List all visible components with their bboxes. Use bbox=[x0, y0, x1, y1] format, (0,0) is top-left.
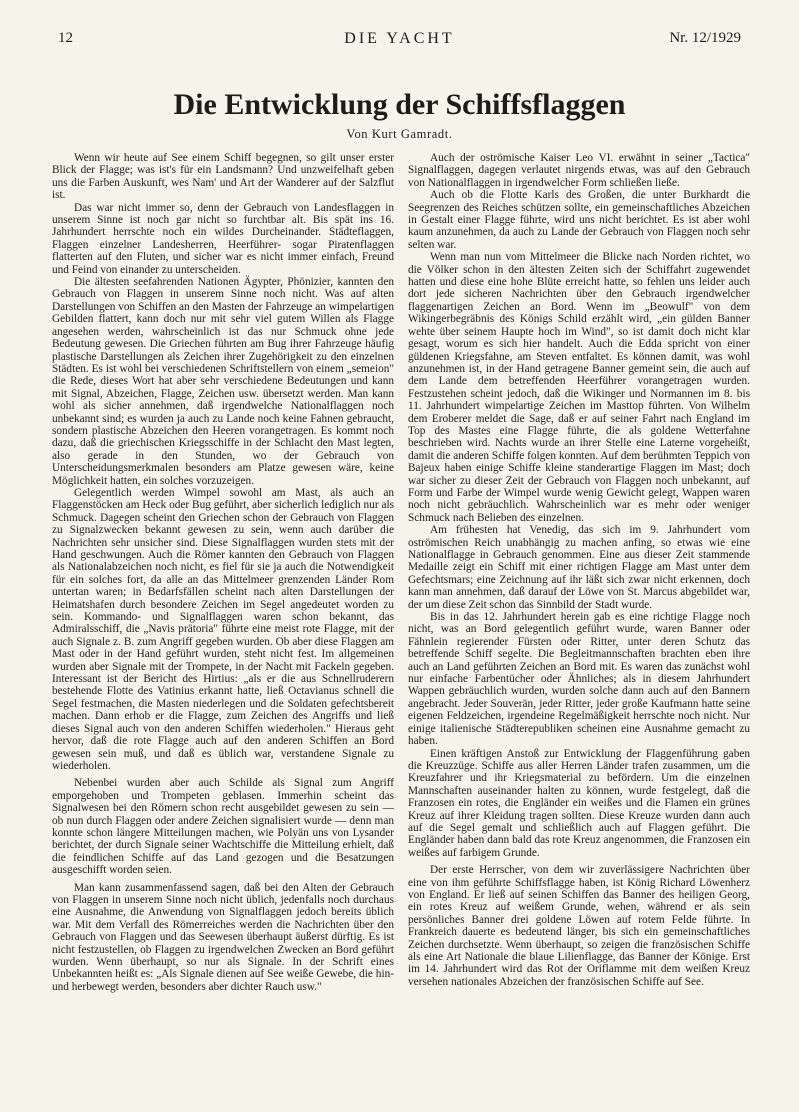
article-title: Die Entwicklung der Schiffsflaggen bbox=[173, 88, 626, 121]
paragraph: Wenn man nun vom Mittelmeer die Blicke nach Norden richtet, wo die Völker schon in den ältesten Zeiten sich der Schiffahrt zugewendet hatten und diese eine hohe Blüte erreicht hatte, so fehlen uns leider auch dort jede sicheren Nachrichten über den Gebrauch irgendwelcher flaggenartigen Zeichen an Bord. Wenn im „Beowulf" von dem Wikingerbegräbnis des Königs Schild erzählt wird, „ein gülden Banner wehte über seinem Haupte hoch im Wind", so ist damit doch nicht klar gesagt, worum es sich hier handelt. Auch die Edda spricht von einer güldenen Kriegsfahne, am Steven entfaltet. Es können damit, was wohl anzunehmen ist, in der Hand getragene Banner gemeint sein, die auch auf dem Lande dem betreffenden Heerführer vorangetragen wurden. Festzustehen scheint jedoch, daß die Wikinger und Normannen im 8. bis 11. Jahrhundert wimpelartige Zeichen im Masttop führten. Von Wilhelm dem Eroberer meldet die Sage, daß er auf seiner Fahrt nach England im Top des Mastes eine Flagge führte, die als goldene Wetterfahne beschrieben wird. Nachts wurde an ihrer Stelle eine Laterne vorgeheißt, damit die anderen Schiffe folgen konnten. Auf dem berühmten Teppich von Bajeux haben einige Schiffe kleine standerartige Flaggen im Mast; doch war sicher zu dieser Zeit der Gebrauch von Flaggen noch unbekannt, auf Form und Farbe der Wimpel wurde wenig Gewicht gelegt, Wappen waren noch nicht gebräuchlich. Wahrscheinlich war es mehr oder weniger Schmuck nach Belieben des einzelnen. bbox=[408, 251, 750, 524]
paragraph: Gelegentlich werden Wimpel sowohl am Mast, als auch an Flaggenstöcken am Heck oder Bug geführt, aber sicherlich lediglich nur als Schmuck. Dagegen scheint den Griechen schon der Gebrauch von Flaggen zu Signalzwecken bekannt gewesen zu sein, wenn auch darüber die Nachrichten sehr unsicher sind. Diese Signalflaggen wurden stets mit der Hand geschwungen. Auch die Römer kannten den Gebrauch von Flaggen als Nationalabzeichen noch nicht, es fiel für sie ja auch die Notwendigkeit für ein solches fort, da alle an das Mittelmeer grenzenden Länder Rom untertan waren; in Bedarfsfällen scheint nach alten Darstellungen der Heimatshafen durch besondere Zeichen im Segel angedeutet worden zu sein. Kommando- und Signalflaggen waren schon bekannt, das Admiralsschiff, die „Navis prätoria" führte eine meist rote Flagge, mit der auch Signale z. B. zum Angriff gegeben wurden. Ob aber diese Flaggen am Mast oder in der Hand geführt wurden, steht nicht fest. Im allgemeinen wurden aber Signale mit der Trompete, in der Nacht mit Fackeln gegeben. Interessant ist der Bericht des Hirtius: „als er die aus Schnellruderern bestehende Flotte des Vatinius erkannt hatte, ließ Octavianus schnell die Segel festmachen, die Masten niederlegen und die Soldaten gefechtsbereit machen. Dann erhob er die Flagge, zum Zeichen des Angriffs und ließ dieses Signal auch von den anderen Schiffen wiederholen." Hieraus geht hervor, daß die rote Flagge auch auf den anderen Schiffen an Bord gewesen sein muß, und daß es üblich war, verstandene Signale zu wiederholen. bbox=[52, 486, 394, 772]
paragraph: Das war nicht immer so, denn der Gebrauch von Landesflaggen in unserem Sinne ist noch gar nicht so furchtbar alt. Bis spät ins 16. Jahrhundert herrschte noch ein wildes Durcheinander. Städteflaggen, Flaggen einzelner Landesherren, Heerführer- sogar Piratenflaggen flatterten auf den Fluten, und sicher war es nicht immer einfach, Freund und Feind von einander zu unterscheiden. bbox=[52, 201, 394, 276]
paragraph: Bis in das 12. Jahrhundert herein gab es eine richtige Flagge noch nicht, was an Bord gelegentlich geführt wurde, waren Banner oder Fähnlein regierender Fürsten oder Ritter, unter deren Schutz das betreffende Schiff segelte. Die Begleitmannschaften brachten eben ihre auch an Land geführten Zeichen an Bord mit. Es waren das zunächst wohl nur einfache Farbentücher oder Ähnliches; als in diesem Jahrhundert Wappen gebräuchlich wurden, wurden solche dann auch auf den Bannern angebracht. Jeder Souverän, jeder Ritter, jeder große Kaufmann hatte seine eigenen Feldzeichen, irgendeine Regelmäßigkeit herrschte noch nicht. Nur einige italienische Städterepubliken scheinen eine Ausnahme gemacht zu haben. bbox=[408, 611, 750, 748]
paragraph: Auch der oströmische Kaiser Leo VI. erwähnt in seiner „Tactica" Signalflaggen, dagegen verlautet nirgends etwas, was auf den Gebrauch von Nationalflaggen in irgendwelcher Form schließen ließe. bbox=[408, 152, 750, 189]
paragraph: Man kann zusammenfassend sagen, daß bei den Alten der Gebrauch von Flaggen in unserem Sinne noch nicht üblich, jedenfalls noch durchaus eine Ausnahme, die Anwendung von Signalflaggen jedoch bereits üblich war. Mit dem Verfall des Römerreiches werden die Nachrichten über den Gebrauch von Flaggen und das Seewesen überhaupt äußerst dürftig. Es ist nicht festzustellen, ob Flaggen zu irgendwelchen Zwecken an Bord geführt wurden. Wenn überhaupt, so nur als Signale. In der Schrift eines Unbekannten heißt es: „Als Signale dienen auf See weiße Gewebe, die hin- und herbewegt werden, besonders aber dichter Rauch usw." bbox=[52, 881, 394, 993]
running-header bbox=[58, 30, 741, 52]
paragraph: Nebenbei wurden aber auch Schilde als Signal zum Angriff emporgehoben und Trompeten geblasen. Immerhin scheint das Signalwesen bei den Römern schon recht ausgebildet gewesen zu sein — ob nun durch Flaggen oder andere Zeichen signalisiert wurde — denn man konnte schon längere Mitteilungen machen, wie Polyän uns von Lysander berichtet, der durch Signale seiner Wachtschiffe die Mitteilung erhielt, daß die feindlichen Schiffe auf das Land gezogen und die Besatzungen ausgeschifft worden seien. bbox=[52, 777, 394, 877]
right-column bbox=[408, 152, 750, 1072]
paragraph: Einen kräftigen Anstoß zur Entwicklung der Flaggenführung gaben die Kreuzzüge. Schiffe aus aller Herren Länder trafen zusammen, um die Kreuzfahrer und ihr Kriegsmaterial zu befördern. Um die einzelnen Mannschaften auseinander halten zu können, wurde festgelegt, daß die Franzosen ein rotes, die Engländer ein weißes und die Flamen ein grünes Kreuz auf ihrer Kleidung tragen sollten. Diese Kreuze wurden dann auch auf die Segel gemalt und schließlich auch auf Flaggen geführt. Die Engländer haben dann bald das rote Kreuz angenommen, die Franzosen ein weißes auf farbigem Grunde. bbox=[408, 747, 750, 859]
issue-number: Nr. 12/1929 bbox=[669, 30, 741, 46]
paragraph: Der erste Herrscher, von dem wir zuverlässigere Nachrichten über eine von ihm geführte Schiffsflagge haben, ist König Richard Löwenherz von England. Er ließ auf seinen Schiffen das Banner des heiligen Georg, ein rotes Kreuz auf weißem Grunde, wehen, während er als sein persönliches Banner drei goldene Löwen auf rotem Felde führte. In Frankreich dauerte es bedeutend länger, bis sich ein gemeinschaftliches Zeichen durchsetzte. Wenn überhaupt, so zeigen die französischen Schiffe als eine Art Nationale die blaue Lilienflagge, das Banner der Könige. Erst im 14. Jahrhundert wird das Rot der Oriflamme mit dem weißen Kreuz versehen nationales Abzeichen der französischen Schiffe auf See. bbox=[408, 864, 750, 988]
magazine-title: DIE YACHT bbox=[344, 30, 455, 47]
article-byline: Von Kurt Gamradt. bbox=[346, 127, 453, 141]
page-number: 12 bbox=[58, 30, 73, 46]
left-column bbox=[52, 152, 394, 1072]
paragraph: Auch ob die Flotte Karls des Großen, die unter Burkhardt die Seegrenzen des Reiches schützen sollte, ein gemeinschaftliches Abzeichen in Gestalt einer Flagge führte, wird uns nicht berichtet. Es ist aber wohl kaum anzunehmen, da auch zu Lande der Gebrauch von Flaggen noch sehr selten war. bbox=[408, 189, 750, 251]
paragraph: Wenn wir heute auf See einem Schiff begegnen, so gilt unser erster Blick der Flagge; was ist's für ein Landsmann? Und unzweifelhaft geben uns die Farben Auskunft, wes Nam' und Art der Wanderer auf der Salzflut ist. bbox=[52, 152, 394, 202]
paragraph: Am frühesten hat Venedig, das sich im 9. Jahrhundert vom oströmischen Reich unabhängig zu machen anfing, so etwas wie eine Nationalflagge in Gebrauch genommen. Eine aus dieser Zeit stammende Medaille zeigt ein Schiff mit einer richtigen Flagge am Mast unter dem Gefechtsmars; eine Zeichnung auf ihr läßt sich zwar nicht erkennen, doch kann man annehmen, daß darauf der Löwe von St. Marcus abgebildet war, der um diese Zeit schon das Sinnbild der Stadt wurde. bbox=[408, 524, 750, 611]
paragraph: Die ältesten seefahrenden Nationen Ägypter, Phönizier, kannten den Gebrauch von Flaggen in unserem Sinne noch nicht. Was auf alten Darstellungen von Schiffen an den Masten der Fahrzeuge an wimpelartigen Gebilden flattert, kann doch nur mit sehr viel gutem Willen als Flagge angesehen werden, wahrscheinlich ist das nur Schmuck ohne jede Bedeutung gewesen. Die Griechen führten am Bug ihrer Fahrzeuge häufig plastische Darstellungen als Zeichen ihrer Zugehörigkeit zu den einzelnen Städten. Es ist wohl bei verschiedenen Schriftstellern von einem „semeion" die Rede, dieses Wort hat aber sehr verschiedene Bedeutungen und kann mit Signal, Abzeichen, Flagge, Zeichen usw. übersetzt werden. Man kann wohl als sicher annehmen, daß irgendwelche Nationalflaggen noch unbekannt sind; es wurden ja auch zu Lande noch keine Fahnen gebraucht, sondern plastische Abzeichen den Heeren vorangetragen. Es kommt noch dazu, daß die griechischen Kriegsschiffe in der Schlacht den Mast legten, also gerade in den Stunden, wo der Gebrauch von Unterscheidungsmerkmalen besonders am Platze gewesen wäre, keine Möglichkeit hatten, ein solches vorzuzeigen. bbox=[52, 276, 394, 487]
